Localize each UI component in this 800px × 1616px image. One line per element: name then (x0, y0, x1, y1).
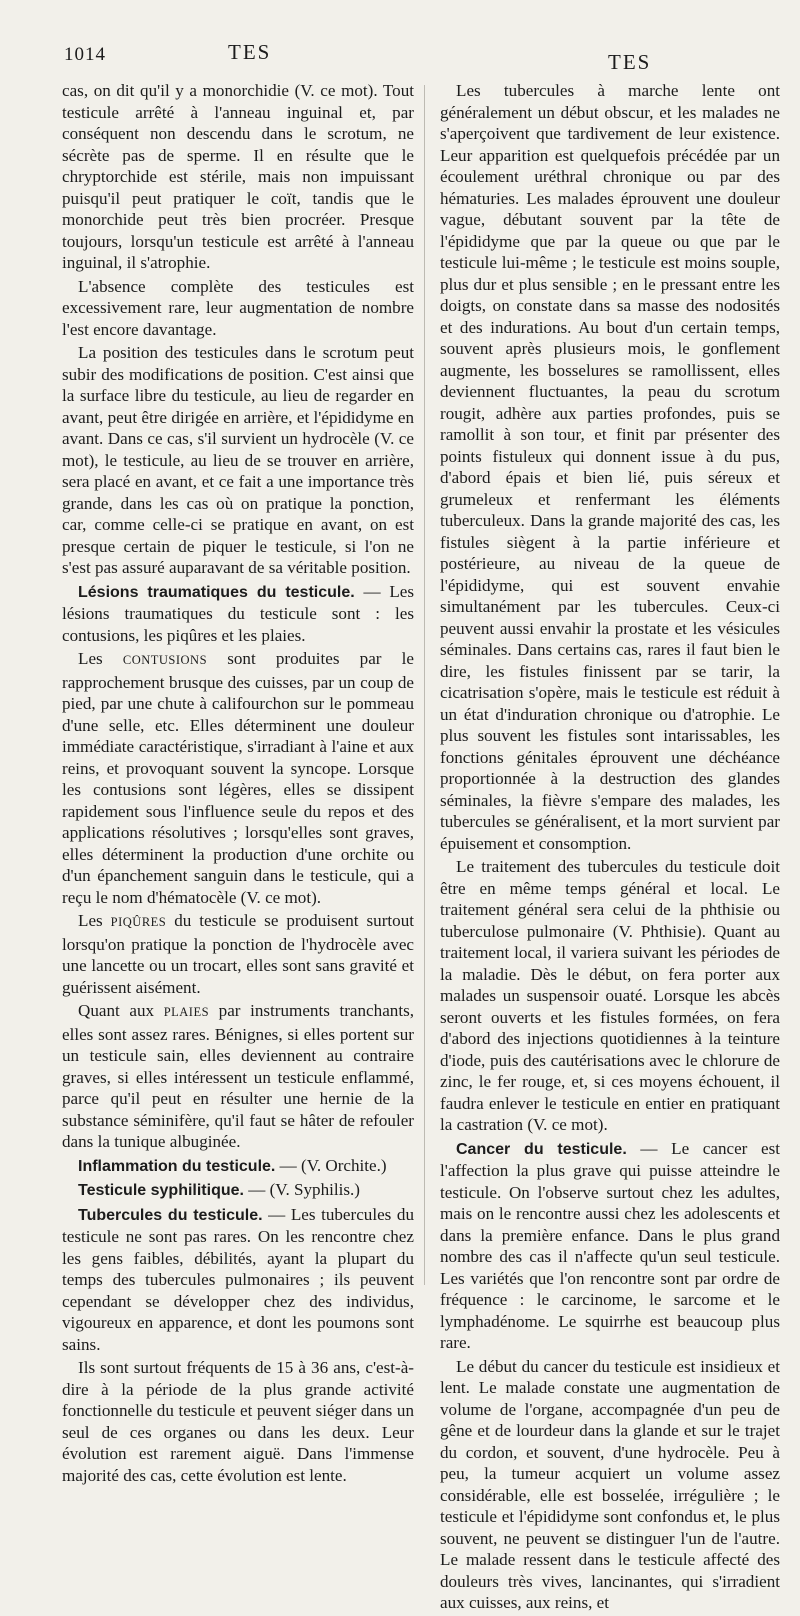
section-heading: Testicule syphilitique. (78, 1182, 244, 1199)
small-caps-term: PIQÛRES (110, 915, 167, 929)
paragraph (62, 1204, 414, 1356)
page-number: 1014 (64, 44, 106, 65)
right-column (440, 80, 780, 1616)
paragraph (62, 276, 414, 341)
paragraph-text: L'absence complète des testicules est excessivement rare, leur augmentation de nombre l'est encore davantage. (62, 276, 414, 339)
paragraph-text: par instruments tranchants, elles sont assez rares. Bénignes, si elles portent sur un testicule sain, elles deviennent au contraire graves, si elles intéressent un testicule enflammé, parce qu'il peut en résulter une hernie de la substance séminifère, qu'il faut se hâter de refouler dans la tunique albuginée. (62, 1001, 414, 1151)
paragraph-text: — (V. Syphilis.) (243, 1180, 361, 1199)
paragraph-text: — Les tubercules du testicule ne sont pas rares. On les rencontre chez les gens faibles, débilités, ayant la plupart du temps des tubercules pulmonaires ; ils peuvent cependant se développer chez des individus, vigoureux en apparence, et dont les poumons sont sains. (62, 1204, 414, 1354)
paragraph-text: — Le cancer est l'affection la plus grave qui puisse atteindre le testicule. On l'observe surtout chez les adultes, mais on le rencontre aussi chez les adolescents et dans la première enfance. Dans le plus grand nombre des cas il n'affecte qu'un seul testicule. Les variétés que l'on rencontre sont par ordre de fréquence : le carcinome, le sarcome et le lymphadénome. Le squirrhe est beaucoup plus rare. (440, 1138, 780, 1352)
paragraph-text: cas, on dit qu'il y a monorchidie (V. ce mot). Tout testicule arrêté à l'anneau inguinal et, par conséquent non descendu dans le scrotum, ne sécrète pas de sperme. Il en résulte que le chryptorchide est stérile, mais non impuissant puisqu'il peut pratiquer le coït, tandis que le monorchide peut très bien procréer. Presque toujours, lorsqu'un testicule est arrêté à l'anneau inguinal, il s'atrophie. (62, 81, 414, 272)
paragraph (62, 1000, 414, 1153)
left-column (62, 80, 414, 1488)
paragraph-text: — Les lésions traumatiques du testicule sont : les contusions, les piqûres et les plaies. (62, 581, 414, 645)
running-head-right: TES (608, 50, 652, 74)
small-caps-term: CONTUSIONS (122, 653, 208, 667)
paragraph (440, 80, 780, 854)
paragraph (62, 1357, 414, 1486)
section-heading: Inflammation du testicule. (78, 1157, 276, 1175)
paragraph (62, 80, 414, 274)
paragraph-text: Le traitement des tubercules du testicule doit être en même temps général et local. Le traitement général sera celui de la phthisie ou tuberculose pulmonaire (V. Phthisie). Quant au traitement local, il variera suivant les périodes de la maladie. Dès le début, on fera porter aux malades un suspensoir ouaté. Lorsque les abcès seront ouverts et les fistules formées, on fera d'abord des injections quotidiennes à la teinture d'iode, puis des cautérisations avec le chlorure de zinc, le fer rouge, et, si ces moyens échouent, il faudra enlever le testicule en entier en pratiquant la castration (V. ce mot). (440, 857, 780, 1134)
paragraph (62, 581, 414, 647)
section-heading: Tubercules du testicule. (78, 1206, 263, 1224)
paragraph-lead: Quant aux (78, 1001, 155, 1020)
paragraph-text: La position des testicules dans le scrotum peut subir des modifications de position. C'est ainsi que la surface libre du testicule, au lieu de regarder en avant, peut être dirigée en arrière, et l'épididyme en avant. Dans ce cas, s'il survient un hydrocèle (V. ce mot), le testicule, au lieu de se trouver en arrière, sera placé en avant, et ce fait a une importance très grande, dans les cas où on pratique la ponction, car, comme celle-ci se pratique en avant, on est presque certain de piquer le testicule, si l'on ne s'est pas assuré auparavant de sa véritable position. (62, 343, 414, 577)
column-rule (424, 85, 425, 1285)
section-heading: Cancer du testicule. (456, 1140, 627, 1158)
paragraph (62, 1155, 414, 1178)
running-head-left: TES (228, 40, 272, 64)
paragraph (440, 1356, 780, 1614)
paragraph (440, 1138, 780, 1354)
paragraph-text: sont produites par le rapprochement brusque des cuisses, par un coup de pied, par une chute à califourchon sur le pommeau d'une selle, etc. Elles déterminent une douleur immédiate caractéristique, s'irradiant à l'aine et aux reins, et provoquant souvent la syncope. Lorsque les contusions sont légères, elles se dissipent rapidement sous l'influence seule du repos et des applications résolutives ; lorsqu'elles sont graves, elles déterminent la production d'une orchite ou d'un épanchement sanguin dans le testicule, qui a reçu le nom d'hématocèle (V. ce mot). (62, 649, 414, 907)
paragraph-text: du testicule se produisent surtout lorsqu'on pratique la ponction de l'hydrocèle avec une lancette ou un trocart, elles sont sans gravité et guérissent aisément. (62, 911, 414, 997)
paragraph (62, 648, 414, 908)
paragraph (62, 1179, 414, 1202)
small-caps-term: PLAIES (163, 1005, 210, 1019)
paragraph-text: — (V. Orchite.) (275, 1155, 387, 1175)
paragraph-text: Les tubercules à marche lente ont généralement un début obscur, et les malades ne s'aperçoivent que tardivement de leur existence. Leur apparition est quelquefois précédée par un écoulement uréthral chronique ou par des hématuries. Les malades éprouvent une douleur vague, débutant souvent par la tête de l'épididyme que par la queue ou que par le testicule lui-même ; le testicule est moins souple, plus dur et plus sensible ; en le pressant entre les doigts, on constate dans sa masse des nodosités et des indurations. Au bout d'un certain temps, souvent après plusieurs mois, le gonflement augmente, les bosselures se ramollissent, elles deviennent fluctuantes, la peau du scrotum rougit, adhère aux parties profondes, puis se ramollit à son tour, et finit par présenter des points fistuleux qui donnent issue à du pus, d'abord épais et bien lié, puis séreux et grumeleux et renfermant les éléments tuberculeux. Dans la grande majorité des cas, les fistules siègent à la partie inférieure et postérieure, au niveau de la queue de l'épididyme, qui est souvent envahie simultanément par les tubercules. Ceux-ci peuvent aussi envahir la prostate et les vésicules séminales. Dans certains cas, rares il faut bien le dire, les fistules finissent par se tarir, la cicatrisation s'opère, mais le testicule est réduit à un état d'induration chronique ou d'atrophie. Le plus souvent les fistules sont intarissables, les fonctions génitales éprouvent une déchéance proportionnée à la destruction des glandes séminales, la fièvre s'empare des malades, les tubercules se généralisent, et la mort survient par épuisement et consomption. (440, 81, 780, 853)
paragraph-text: Le début du cancer du testicule est insidieux et lent. Le malade constate une augmentation de volume de l'organe, accompagnée d'un peu de gêne et de lourdeur dans la glande et sur le trajet du cordon, et souvent, d'une hydrocèle. Peu à peu, la tumeur acquiert un volume assez considérable, elle est bosselée, irrégulière ; le testicule et l'épididyme sont confondus et, le plus souvent, ne peuvent se distinguer l'un de l'autre. Le malade ressent dans le testicule affecté des douleurs très vives, lancinantes, qui s'irradient aux cuisses, aux reins, et (440, 1356, 780, 1612)
paragraph (440, 856, 780, 1136)
paragraph (62, 910, 414, 998)
paragraph (62, 342, 414, 579)
paragraph-lead: Les (78, 649, 103, 668)
paragraph-lead: Les (78, 911, 103, 930)
paragraph-text: Ils sont surtout fréquents de 15 à 36 ans, c'est-à-dire à la période de la plus grande activité fonctionnelle du testicule et peuvent siéger dans un seul de ces organes ou dans les deux. Leur évolution est rarement aiguë. Dans l'immense majorité des cas, cette évolution est lente. (62, 1358, 414, 1485)
section-heading: Lésions traumatiques du testicule. (78, 583, 355, 601)
